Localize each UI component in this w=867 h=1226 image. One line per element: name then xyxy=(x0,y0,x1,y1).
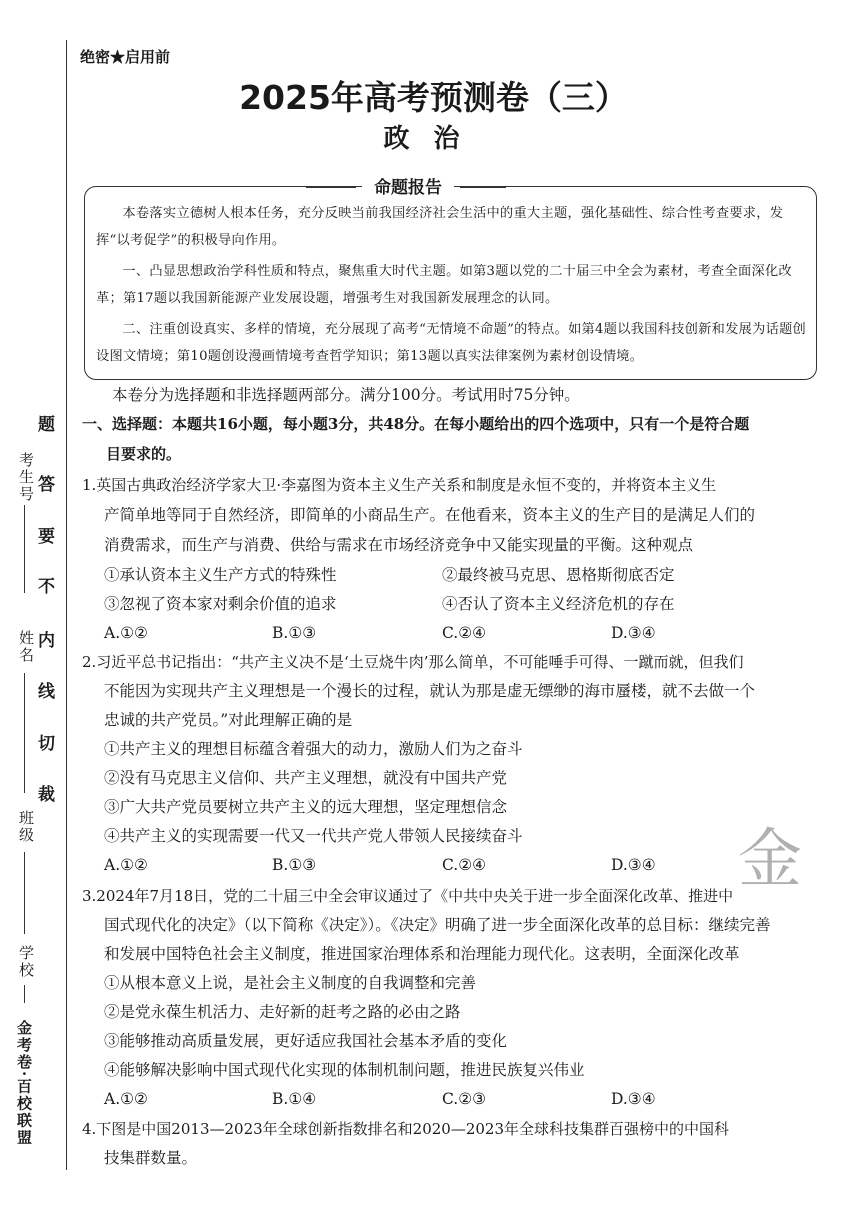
report-title: 命题报告 xyxy=(362,173,454,198)
cut-char: 裁 xyxy=(38,785,55,805)
exam-number-label: 考生号 xyxy=(17,452,35,503)
class-label: 班级 xyxy=(17,810,35,844)
option-a[interactable]: A.①② xyxy=(104,856,148,874)
option-c[interactable]: C.②③ xyxy=(442,1090,487,1108)
report-title-rule xyxy=(460,186,506,188)
question-4-stem: 技集群数量。 xyxy=(104,1149,198,1167)
statement-4: ④否认了资本主义经济危机的存在 xyxy=(442,595,675,613)
option-d[interactable]: D.③④ xyxy=(611,624,656,642)
cut-char: 线 xyxy=(38,682,55,702)
cut-char: 答 xyxy=(38,475,55,495)
name-field xyxy=(24,673,25,793)
name-label: 姓名 xyxy=(17,630,35,664)
statement-4: ④能够解决影响中国式现代化实现的体制机制问题，推进民族复兴伟业 xyxy=(104,1061,585,1079)
question-1-stem: 产简单地等同于自然经济，即简单的小商品生产。在他看来，资本主义的生产目的是满足人们的 xyxy=(104,506,756,524)
exam-number-field xyxy=(24,505,25,593)
exam-intro: 本卷分为选择题和非选择题两部分。满分100分。考试用时75分钟。 xyxy=(112,386,580,404)
statement-1: ①承认资本主义生产方式的特殊性 xyxy=(104,566,337,584)
school-field xyxy=(24,985,25,1003)
option-b[interactable]: B.①③ xyxy=(272,856,317,874)
school-label: 学校 xyxy=(17,945,35,979)
confidential-label: 绝密★启用前 xyxy=(80,48,171,66)
cut-char: 要 xyxy=(38,527,55,547)
statement-2: ②最终被马克思、恩格斯彻底否定 xyxy=(442,566,675,584)
alliance-label: 金考卷·百校联盟 xyxy=(15,1020,33,1147)
report-paragraph: 二、注重创设真实、多样的情境，充分展现了高考“无情境不命题”的特点。如第4题以我国科技创新和发展为话题创设图文情境；第10题创设漫画情境考查哲学知识；第13题以真实法律案例为素材创设情境。 xyxy=(96,322,807,364)
question-3-stem: 3.2024年7月18日，党的二十届三中全会审议通过了《中共中央关于进一步全面深化改革、推进中 xyxy=(82,887,734,905)
class-field xyxy=(24,852,25,934)
watermark-stamp: 金 xyxy=(738,823,802,897)
option-d[interactable]: D.③④ xyxy=(611,1090,656,1108)
report-title-rule xyxy=(306,186,356,188)
question-3-stem: 和发展中国特色社会主义制度，推进国家治理体系和治理能力现代化。这表明，全面深化改革 xyxy=(104,945,740,963)
report-paragraph: 本卷落实立德树人根本任务，充分反映当前我国经济社会生活中的重大主题，强化基础性、综合性考查要求，发挥“以考促学”的积极导向作用。 xyxy=(96,206,784,248)
question-1-stem: 消费需求，而生产与消费、供给与需求在市场经济竞争中又能实现量的平衡。这种观点 xyxy=(104,536,694,554)
option-a[interactable]: A.①② xyxy=(104,624,148,642)
statement-3: ③广大共产党员要树立共产主义的远大理想，坚定理想信念 xyxy=(104,798,508,816)
binding-line xyxy=(66,40,67,1170)
option-d[interactable]: D.③④ xyxy=(611,856,656,874)
option-c[interactable]: C.②④ xyxy=(442,856,487,874)
report-paragraph: 一、凸显思想政治学科性质和特点，聚焦重大时代主题。如第3题以党的二十届三中全会为素材，考查全面深化改革；第17题以我国新能源产业发展设题，增强考生对我国新发展理念的认同。 xyxy=(96,264,792,306)
question-3-stem: 国式现代化的决定》（以下简称《决定》）。《决定》明确了进一步全面深化改革的总目标：继续完善 xyxy=(104,916,771,934)
option-c[interactable]: C.②④ xyxy=(442,624,487,642)
page-title: 2025年高考预测卷（三） xyxy=(239,78,628,117)
statement-3: ③能够推动高质量发展，更好适应我国社会基本矛盾的变化 xyxy=(104,1032,508,1050)
cut-char: 内 xyxy=(38,631,55,651)
section-heading: 一、选择题：本题共16小题，每小题3分，共48分。在每小题给出的四个选项中，只有一个是符合题 xyxy=(82,415,750,433)
question-2-stem: 不能因为实现共产主义理想是一个漫长的过程，就认为那是虚无缥缈的海市蜃楼，就不去做一个 xyxy=(104,682,756,700)
statement-3: ③忽视了资本家对剩余价值的追求 xyxy=(104,595,337,613)
statement-2: ②是党永葆生机活力、走好新的赶考之路的必由之路 xyxy=(104,1003,461,1021)
cut-char: 题 xyxy=(38,415,55,435)
question-2-stem: 忠诚的共产党员。”对此理解正确的是 xyxy=(104,711,353,729)
question-1-stem: 1.英国古典政治经济学家大卫·李嘉图为资本主义生产关系和制度是永恒不变的，并将资本主义生 xyxy=(82,476,717,494)
question-2-stem: 2.习近平总书记指出：“共产主义决不是‘土豆烧牛肉’那么简单，不可能唾手可得、一蹴而就，但我们 xyxy=(82,653,744,671)
statement-4: ④共产主义的实现需要一代又一代共产党人带领人民接续奋斗 xyxy=(104,827,523,845)
section-heading-cont: 目要求的。 xyxy=(106,445,182,463)
statement-1: ①共产主义的理想目标蕴含着强大的动力，激励人们为之奋斗 xyxy=(104,740,523,758)
subject-title: 政治 xyxy=(383,124,484,154)
option-b[interactable]: B.①③ xyxy=(272,624,317,642)
statement-1: ①从根本意义上说，是社会主义制度的自我调整和完善 xyxy=(104,974,477,992)
option-a[interactable]: A.①② xyxy=(104,1090,148,1108)
question-4-stem: 4.下图是中国2013—2023年全球创新指数排名和2020—2023年全球科技集群百强榜中的中国科 xyxy=(82,1120,730,1138)
cut-char: 不 xyxy=(38,577,55,597)
option-b[interactable]: B.①④ xyxy=(272,1090,317,1108)
statement-2: ②没有马克思主义信仰、共产主义理想，就没有中国共产党 xyxy=(104,769,508,787)
cut-char: 切 xyxy=(38,734,55,754)
